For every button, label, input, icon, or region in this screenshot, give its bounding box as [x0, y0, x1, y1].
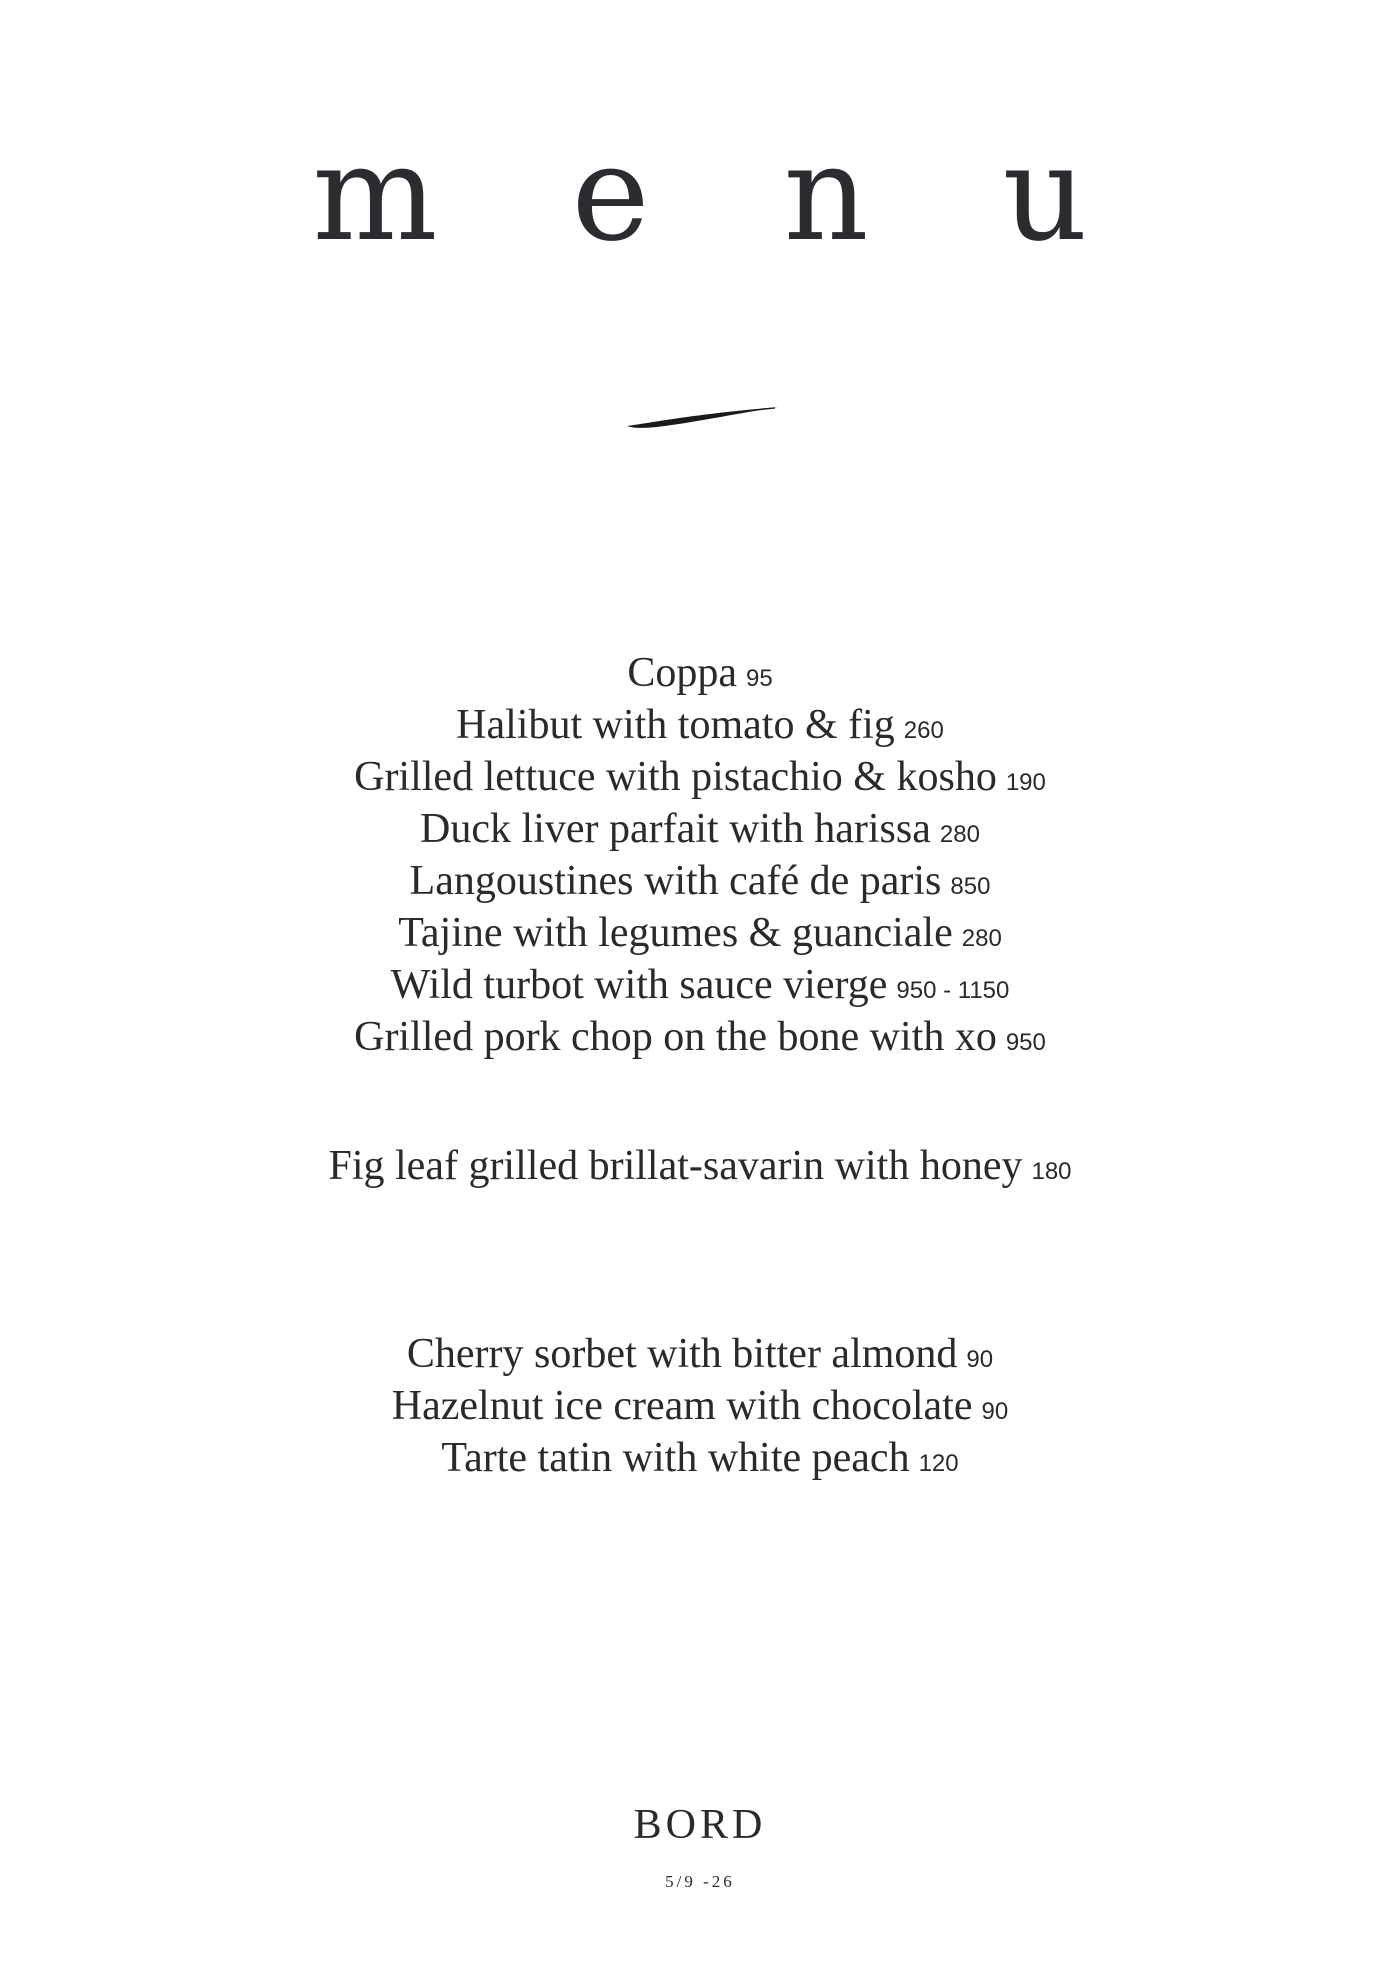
menu-item-name: Tajine with legumes & guanciale: [398, 910, 953, 956]
menu-title: m e n u: [312, 117, 1134, 271]
menu-item-price: 95: [745, 665, 773, 692]
menu-item-price: 120: [918, 1450, 959, 1477]
menu-item-price: 950 - 1150: [896, 977, 1010, 1004]
menu-item: [0, 754, 1400, 806]
menu-item-name: Hazelnut ice cream with chocolate: [391, 1383, 973, 1429]
menu-item-price: 280: [961, 925, 1002, 952]
menu-item-name: Tarte tatin with white peach: [441, 1435, 910, 1481]
menu-item: [0, 1435, 1400, 1487]
menu-item-name: Duck liver parfait with harissa: [420, 806, 931, 852]
brush-stroke-icon: [625, 400, 780, 430]
restaurant-name: BORD: [633, 1802, 767, 1848]
menu-item: [0, 910, 1400, 962]
menu-item-price: 90: [966, 1346, 994, 1373]
menu-item: [0, 1331, 1400, 1383]
menu-item-price: 90: [981, 1398, 1009, 1425]
menu-date: 5/9 -26: [665, 1872, 735, 1891]
desserts-list: [0, 1331, 1400, 1487]
menu-item: [0, 962, 1400, 1014]
mains-list: [0, 650, 1400, 1066]
menu-item-name: Cherry sorbet with bitter almond: [406, 1331, 958, 1377]
menu-item-name: Grilled lettuce with pistachio & kosho: [354, 754, 997, 800]
menu-item: [0, 858, 1400, 910]
cheese-list: [0, 1143, 1400, 1195]
menu-item-price: 280: [939, 821, 980, 848]
menu-item-price: 190: [1005, 769, 1046, 796]
menu-item-price: 180: [1031, 1158, 1072, 1185]
menu-item-name: Coppa: [627, 650, 737, 696]
menu-item: [0, 806, 1400, 858]
menu-item-price: 260: [903, 717, 944, 744]
menu-item: [0, 1383, 1400, 1435]
menu-item: [0, 1143, 1400, 1195]
menu-item-price: 850: [950, 873, 991, 900]
menu-item: [0, 1014, 1400, 1066]
menu-item: [0, 650, 1400, 702]
menu-item: [0, 702, 1400, 754]
menu-item-name: Grilled pork chop on the bone with xo: [354, 1014, 997, 1060]
menu-item-name: Langoustines with café de paris: [409, 858, 942, 904]
menu-item-name: Fig leaf grilled brillat-savarin with honey: [328, 1143, 1023, 1189]
menu-item-name: Halibut with tomato & fig: [456, 702, 895, 748]
menu-item-name: Wild turbot with sauce vierge: [390, 962, 888, 1008]
menu-item-price: 950: [1005, 1029, 1046, 1056]
